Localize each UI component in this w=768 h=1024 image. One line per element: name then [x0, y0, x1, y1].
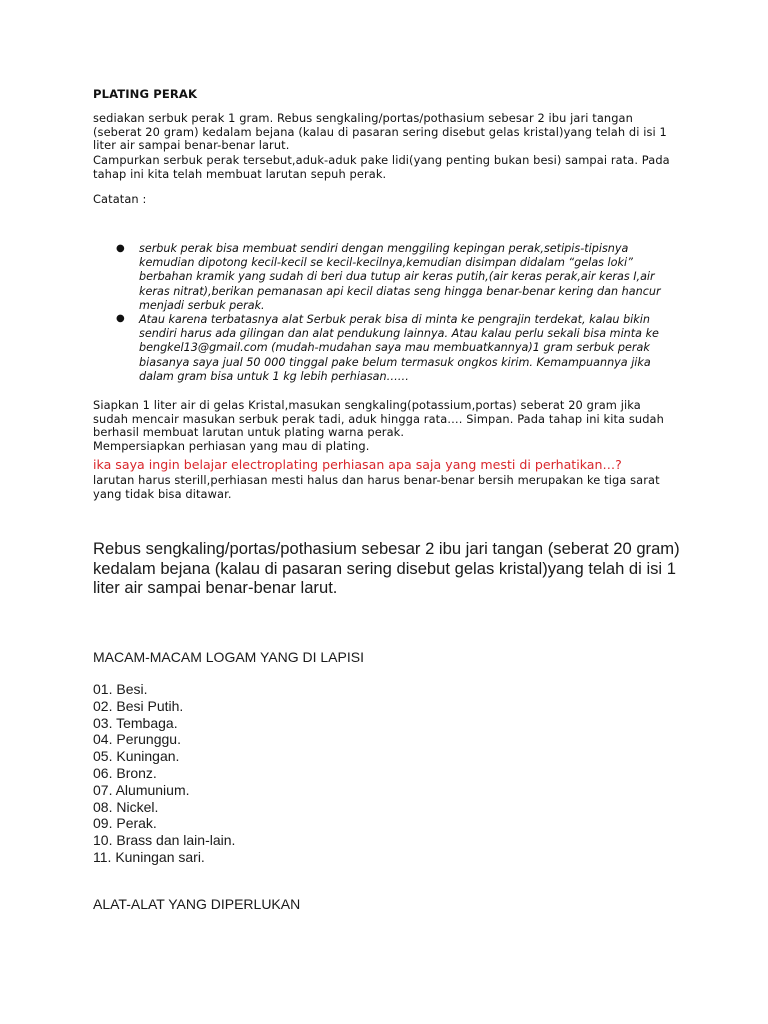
note-bullet-2: Atau karena terbatasnya alat Serbuk perak bisa di minta ke pengrajin terdekat, kalau bikin sendiri harus ada gilingan dan alat pendukung lainnya. Atau kalau perlu sekali bisa minta ke bengkel13@gmail.com (mudah-mudahan saya mau membuatkannya)1 gram serbuk perak biasanya saya jual 50 000 tinggal pake belum termasuk ongkos kirim. Kemampuannya jika dalam gram bisa untuk 1 kg lebih perhiasan……: [139, 313, 659, 383]
list-item: 06. Bronz.: [93, 764, 157, 781]
list-item: 04. Perunggu.: [93, 731, 181, 748]
paragraph-prepare-solution: [93, 399, 668, 453]
list-item: 07. Alumunium.: [93, 781, 190, 798]
paragraph-prepare-powder: sediakan serbuk perak 1 gram. Rebus sengkaling/portas/pothasium sebesar 2 ibu jari tangan (seberat 20 gram) kedalam bejana (kalau di pasaran sering disebut gelas kristal)yang telah di isi 1 liter air sampai benar-benar larut.: [93, 111, 667, 153]
bullet-icon: ●: [116, 313, 125, 324]
list-item: 05. Kuningan.: [93, 748, 180, 765]
document-title: PLATING PERAK: [93, 87, 198, 101]
bullet-icon: ●: [116, 243, 125, 254]
list-item: 10. Brass dan lain-lain.: [93, 832, 236, 849]
metals-list: [93, 681, 235, 866]
heading-metals: MACAM-MACAM LOGAM YANG DI LAPISI: [93, 649, 364, 665]
solution-steps: Siapkan 1 liter air di gelas Kristal,masukan sengkaling(potassium,portas) seberat 20 gram jika sudah mencair masukan serbuk perak tadi, aduk hingga rata…. Simpan. Pada tahap ini kita sudah berhasil membuat larutan untuk plating warna perak.: [93, 398, 664, 440]
red-question: ika saya ingin belajar electroplating perhiasan apa saja yang mesti di perhatikan…?: [93, 457, 622, 472]
prepare-jewelry: Mempersiapkan perhiasan yang mau di plating.: [93, 438, 370, 453]
list-item: 09. Perak.: [93, 815, 157, 832]
list-item: 02. Besi Putih.: [93, 697, 184, 714]
notes-label: Catatan :: [93, 192, 147, 206]
heading-tools: ALAT-ALAT YANG DIPERLUKAN: [93, 896, 301, 912]
list-item: 11. Kuningan sari.: [93, 848, 205, 865]
paragraph-requirements: larutan harus sterill,perhiasan mesti halus dan harus benar-benar bersih merupakan ke tiga sarat yang tidak bisa ditawar.: [93, 473, 660, 501]
paragraph-mix-powder: Campurkan serbuk perak tersebut,aduk-aduk pake lidi(yang penting bukan besi) sampai rata. Pada tahap ini kita telah membuat larutan sepuh perak.: [93, 153, 670, 181]
note-bullet-1: serbuk perak bisa membuat sendiri dengan menggiling kepingan perak,setipis-tipisnya kemudian dipotong kecil-kecil se kecil-kecilnya,kemudian disimpan didalam “gelas loki” berbahan kramik yang sudah di beri dua tutup air keras putih,(air keras perak,air keras I,air keras nitrat),berikan pemanasan api kecil diatas seng hingga benar-benar kering dan hancur menjadi serbuk perak.: [139, 242, 661, 312]
list-item: 08. Nickel.: [93, 798, 159, 815]
large-paragraph: Rebus sengkaling/portas/pothasium sebesar 2 ibu jari tangan (seberat 20 gram) kedalam bejana (kalau di pasaran sering disebut gelas kristal)yang telah di isi 1 liter air sampai benar-benar larut.: [93, 539, 680, 598]
list-item: 01. Besi.: [93, 681, 148, 697]
list-item: 03. Tembaga.: [93, 714, 178, 731]
